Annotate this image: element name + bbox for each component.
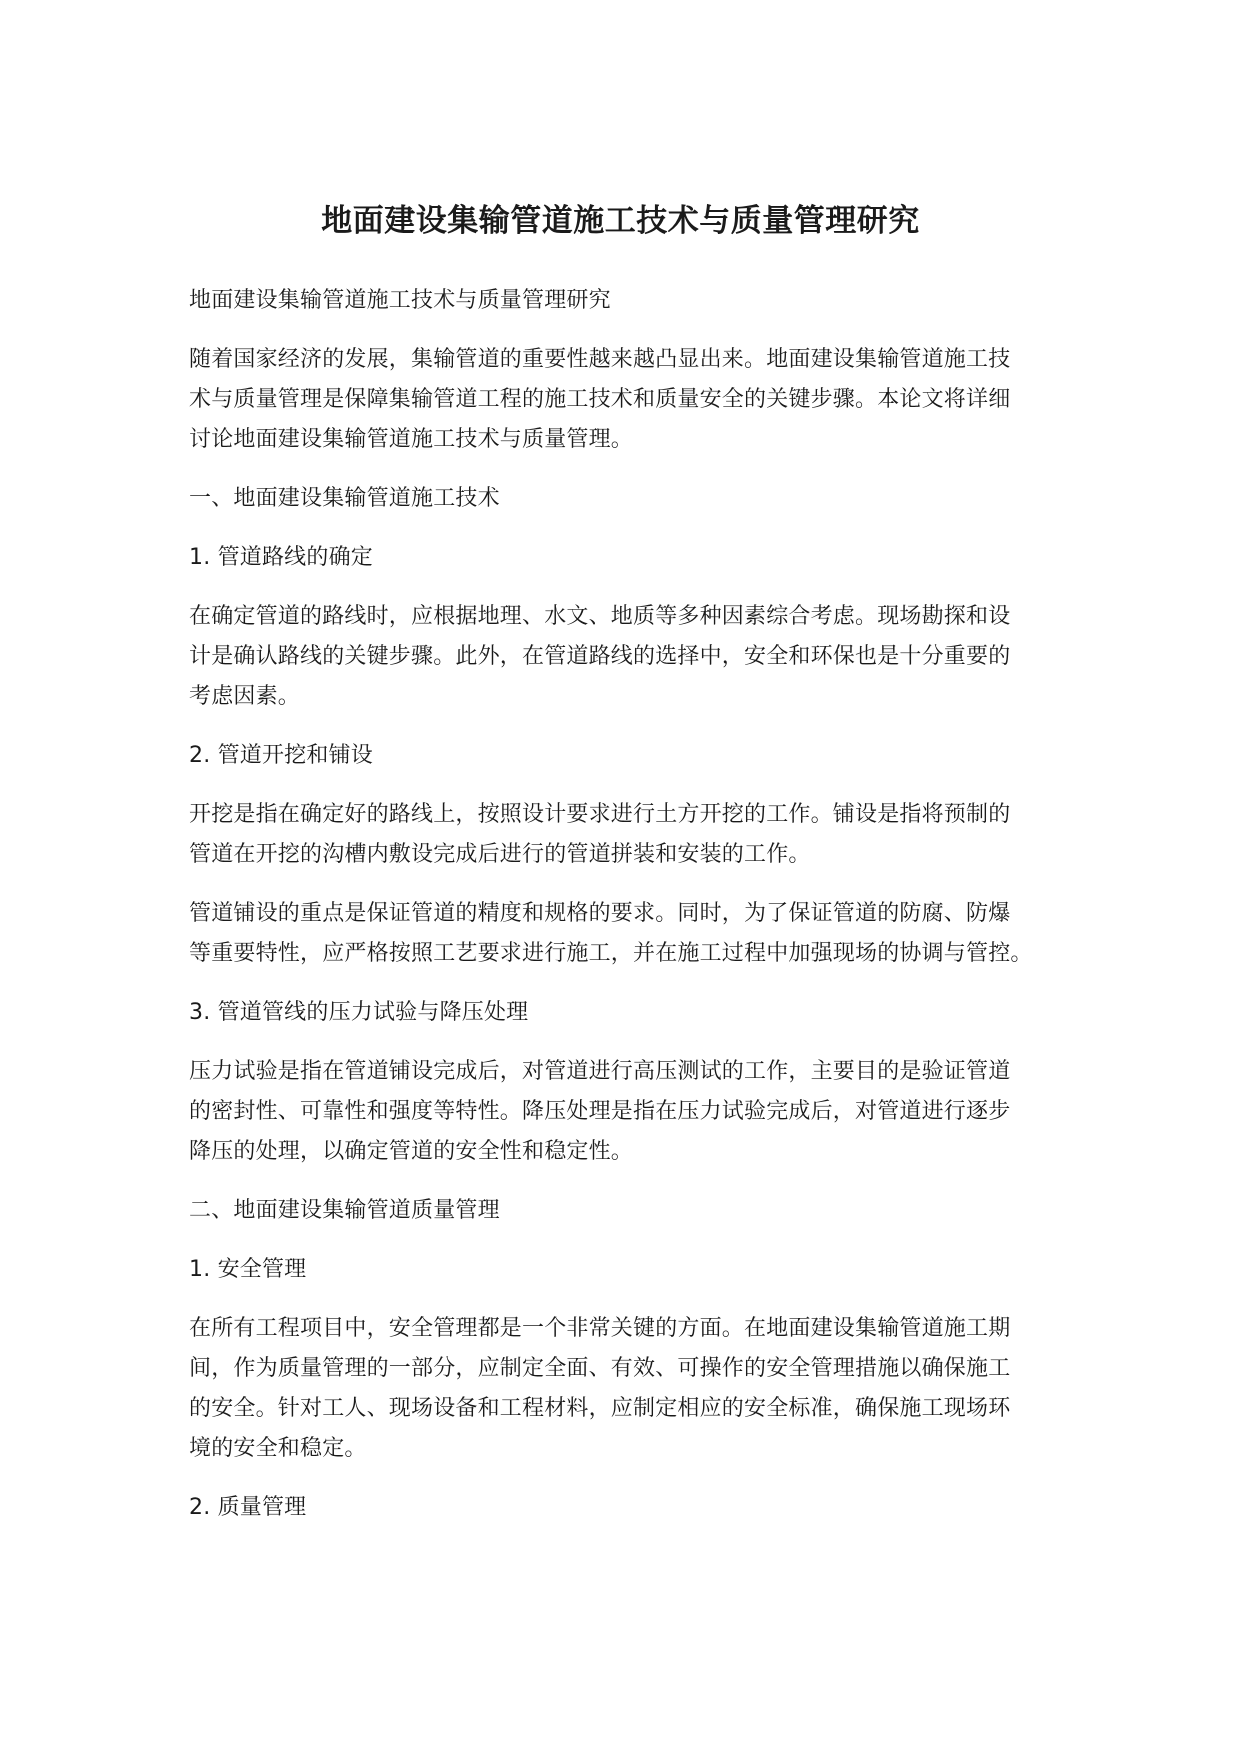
heading-paragraph xyxy=(189,538,1069,578)
text-line: 管道铺设的重点是保证管道的精度和规格的要求。同时，为了保证管道的防腐、防爆 xyxy=(189,901,1011,926)
text-line: 等重要特性，应严格按照工艺要求进行施工，并在施工过程中加强现场的协调与管控。 xyxy=(189,941,1033,966)
text-line: 2. 管道开挖和铺设 xyxy=(189,743,373,768)
text-line: 间，作为质量管理的一部分，应制定全面、有效、可操作的安全管理措施以确保施工 xyxy=(189,1356,1011,1381)
heading-paragraph xyxy=(189,1488,1069,1528)
text-line: 二、地面建设集输管道质量管理 xyxy=(189,1198,500,1223)
heading-paragraph xyxy=(189,1191,1069,1231)
text-line: 讨论地面建设集输管道施工技术与质量管理。 xyxy=(189,427,634,452)
text-line: 开挖是指在确定好的路线上，按照设计要求进行土方开挖的工作。铺设是指将预制的 xyxy=(189,802,1011,827)
text-line: 的安全。针对工人、现场设备和工程材料，应制定相应的安全标准，确保施工现场环 xyxy=(189,1396,1011,1421)
document-title: 地面建设集输管道施工技术与质量管理研究 xyxy=(321,202,920,239)
text-line: 降压的处理，以确定管道的安全性和稳定性。 xyxy=(189,1139,634,1164)
text-line: 压力试验是指在管道铺设完成后，对管道进行高压测试的工作，主要目的是验证管道 xyxy=(189,1059,1011,1084)
text-line: 考虑因素。 xyxy=(189,684,301,709)
body-paragraph xyxy=(189,340,1069,460)
heading-paragraph xyxy=(189,281,1069,321)
text-line: 地面建设集输管道施工技术与质量管理研究 xyxy=(189,288,611,313)
body-paragraph xyxy=(189,795,1069,875)
text-line: 随着国家经济的发展，集输管道的重要性越来越凸显出来。地面建设集输管道施工技 xyxy=(189,347,1011,372)
body-paragraph xyxy=(189,1309,1069,1469)
text-line: 1. 管道路线的确定 xyxy=(189,545,373,570)
heading-paragraph xyxy=(189,993,1069,1033)
document-body xyxy=(189,281,1069,1547)
body-paragraph xyxy=(189,1052,1069,1172)
text-line: 境的安全和稳定。 xyxy=(189,1436,367,1461)
text-line: 在确定管道的路线时，应根据地理、水文、地质等多种因素综合考虑。现场勘探和设 xyxy=(189,604,1011,629)
text-line: 3. 管道管线的压力试验与降压处理 xyxy=(189,1000,529,1025)
text-line: 计是确认路线的关键步骤。此外，在管道路线的选择中，安全和环保也是十分重要的 xyxy=(189,644,1011,669)
text-line: 2. 质量管理 xyxy=(189,1495,307,1520)
heading-paragraph xyxy=(189,736,1069,776)
text-line: 管道在开挖的沟槽内敷设完成后进行的管道拼装和安装的工作。 xyxy=(189,842,811,867)
text-line: 1. 安全管理 xyxy=(189,1257,307,1282)
heading-paragraph xyxy=(189,1250,1069,1290)
text-line: 一、地面建设集输管道施工技术 xyxy=(189,486,500,511)
text-line: 在所有工程项目中，安全管理都是一个非常关键的方面。在地面建设集输管道施工期 xyxy=(189,1316,1011,1341)
text-line: 的密封性、可靠性和强度等特性。降压处理是指在压力试验完成后，对管道进行逐步 xyxy=(189,1099,1011,1124)
text-line: 术与质量管理是保障集输管道工程的施工技术和质量安全的关键步骤。本论文将详细 xyxy=(189,387,1011,412)
body-paragraph xyxy=(189,894,1069,974)
body-paragraph xyxy=(189,597,1069,717)
heading-paragraph xyxy=(189,479,1069,519)
